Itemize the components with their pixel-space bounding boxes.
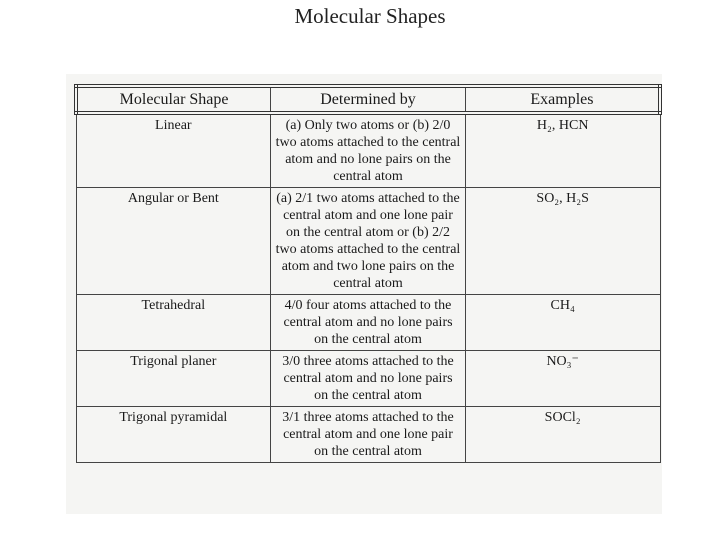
examples-cell: CH₄ xyxy=(465,295,660,351)
determined-by-cell: 3/0 three atoms attached to the central atom and no lone pairs on the central atom xyxy=(271,351,466,407)
table-row xyxy=(76,113,660,188)
shape-cell: Tetrahedral xyxy=(76,295,271,351)
table-row xyxy=(76,295,660,351)
header-molecular-shape: Molecular Shape xyxy=(76,86,271,113)
examples-cell: SO₂, H₂S xyxy=(465,188,660,295)
shape-cell: Linear xyxy=(76,113,271,188)
table-row xyxy=(76,351,660,407)
shape-cell: Trigonal pyramidal xyxy=(76,407,271,463)
determined-by-cell: 3/1 three atoms attached to the central atom and one lone pair on the central atom xyxy=(271,407,466,463)
examples-cell: H₂, HCN xyxy=(465,113,660,188)
page-title: Molecular Shapes xyxy=(294,4,446,28)
determined-by-cell: (a) 2/1 two atoms attached to the central atom and one lone pair on the central atom or (b) 2/2 two atoms attached to the central atom and two lone pairs on the central atom xyxy=(271,188,466,295)
table-header-row xyxy=(76,86,660,113)
examples-cell: NO₃⁻ xyxy=(465,351,660,407)
table-row xyxy=(76,407,660,463)
table-row xyxy=(76,188,660,295)
header-determined-by: Determined by xyxy=(271,86,466,113)
shape-cell: Angular or Bent xyxy=(76,188,271,295)
header-examples: Examples xyxy=(465,86,660,113)
determined-by-cell: 4/0 four atoms attached to the central atom and no lone pairs on the central atom xyxy=(271,295,466,351)
examples-cell: SOCl₂ xyxy=(465,407,660,463)
molecular-shapes-table xyxy=(74,84,662,463)
shape-cell: Trigonal planer xyxy=(76,351,271,407)
determined-by-cell: (a) Only two atoms or (b) 2/0 two atoms attached to the central atom and no lone pairs on the central atom xyxy=(271,113,466,188)
